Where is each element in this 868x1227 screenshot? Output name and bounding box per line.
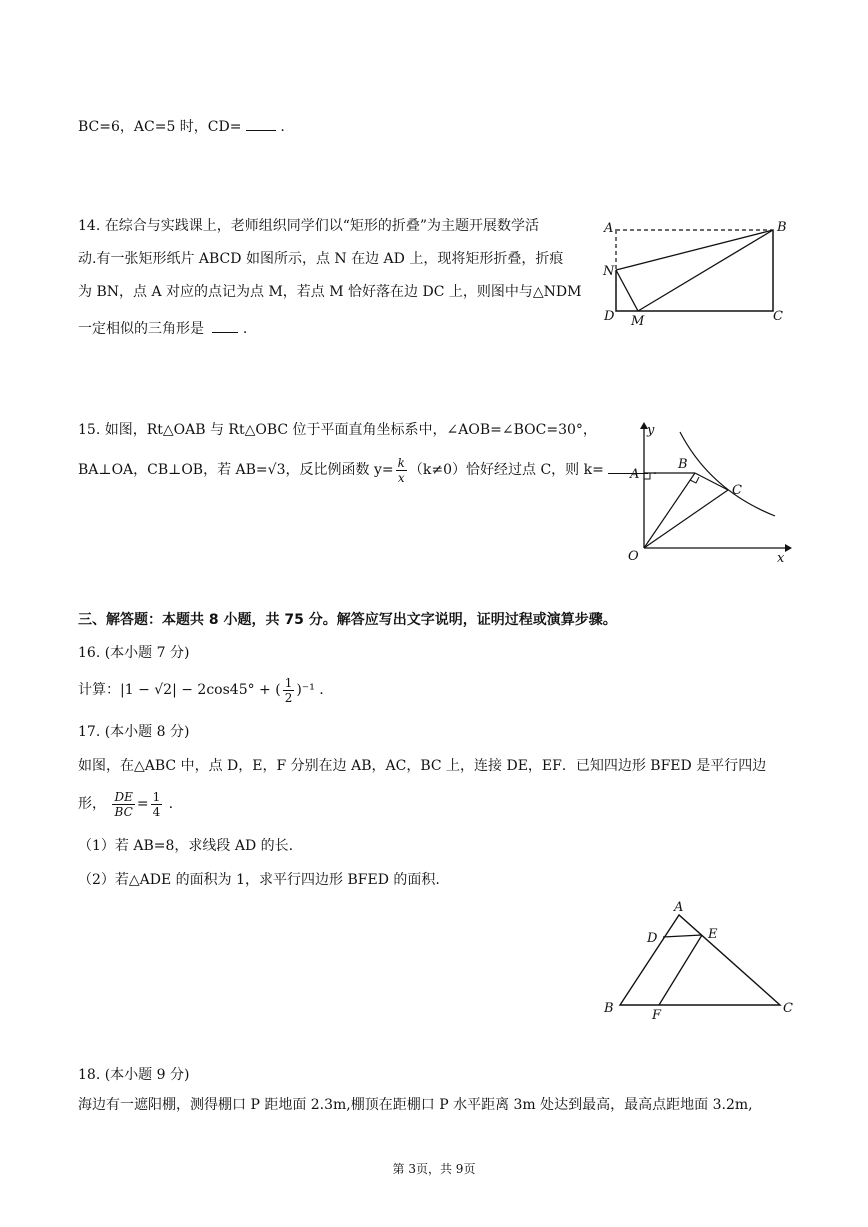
- label-C: C: [773, 309, 783, 324]
- q17-line1: 如图，在△ABC 中，点 D，E，F 分别在边 AB，AC，BC 上，连接 DE，EF．已知四边形 BFED 是平行四边: [78, 758, 767, 774]
- q15-line2: BA⊥OA，CB⊥OB，若 AB=√3，反比例函数 y= $\frac{k}{x}$ （k≠0）恰好经过点 C，则 k= .: [78, 455, 658, 485]
- q17-title: 17. (本小题 8 分): [78, 724, 190, 740]
- frac-num: k: [397, 455, 405, 470]
- segment-OB: [644, 473, 695, 548]
- label-D: D: [647, 931, 658, 946]
- q17-fraction-DE-BC: [112, 790, 134, 819]
- q17-triangle-figure: [595, 895, 805, 1025]
- label-A: A: [604, 221, 614, 236]
- label-y: y: [647, 423, 655, 438]
- q17-line2: 形， $\frac{DE}{BC}$ = $\frac{1}{4}$ .: [78, 789, 174, 819]
- crease-BN: [616, 230, 773, 270]
- right-angle-mark-A: [644, 473, 650, 479]
- q17-fraction-one-quarter: [151, 790, 163, 819]
- q14-line1: 14. 在综合与实践课上，老师组织同学们以“矩形的折叠”为主题开展数学活: [78, 218, 540, 234]
- segment-EF: [659, 935, 702, 1005]
- q18-line1: 海边有一遮阳棚，测得棚口 P 距地面 2.3m,棚顶在距棚口 P 水平距离 3m 处达到最高，最高点距地面 3.2m,: [78, 1097, 753, 1113]
- q14-rectangle-figure: [600, 215, 800, 330]
- q13-tail: BC=6，AC=5 时，CD= .: [78, 116, 285, 137]
- q15-line2c: （k≠0）恰好经过点 C，则 k=: [408, 462, 604, 478]
- rect-outline-dashed-top: [616, 230, 773, 311]
- label-M: M: [631, 314, 645, 329]
- answer-blank[interactable]: [212, 318, 238, 333]
- q15-line2b: ，反比例函数 y=: [285, 462, 394, 478]
- frac-den: 2: [284, 690, 293, 705]
- page-footer: 第 3页，共 9页: [392, 1162, 476, 1176]
- q18-title: 18. (本小题 9 分): [78, 1067, 190, 1083]
- label-B: B: [604, 1001, 614, 1016]
- q17-line2-text: 形，: [78, 796, 106, 812]
- q15-fraction-k-over-x: [396, 456, 407, 485]
- q16-title: 16. (本小题 7 分): [78, 645, 190, 661]
- q16-calc-text: 计算：|1 − √2| − 2cos45° + (: [78, 682, 281, 698]
- q15-coordinate-figure: [620, 420, 795, 565]
- segment-MB: [638, 230, 773, 311]
- q16-calc-end: )⁻¹ .: [296, 682, 324, 698]
- label-F: F: [652, 1008, 662, 1023]
- q16-fraction-half: [283, 676, 295, 705]
- q14-line4-text: 一定相似的三角形是: [78, 321, 204, 337]
- frac-den: 4: [152, 804, 161, 819]
- segment-DE: [663, 935, 702, 937]
- label-O: O: [628, 549, 639, 564]
- q16-calc: [78, 675, 324, 705]
- frac-num: 1: [152, 789, 161, 804]
- q17-part2: （2）若△ADE 的面积为 1，求平行四边形 BFED 的面积.: [78, 872, 440, 888]
- frac-den: x: [397, 470, 405, 485]
- frac-den: BC: [114, 804, 133, 819]
- q14-line3: 为 BN，点 A 对应的点记为点 M，若点 M 恰好落在边 DC 上，则图中与△NDM: [78, 284, 582, 300]
- label-B: B: [777, 220, 787, 235]
- label-A: A: [630, 467, 640, 482]
- q14-line4: 一定相似的三角形是 .: [78, 318, 247, 339]
- segment-NM: [616, 270, 638, 311]
- label-B: B: [678, 457, 688, 472]
- q15-line2a: BA⊥OA，CB⊥OB，若 AB=: [78, 462, 268, 478]
- q13-text: BC=6，AC=5 时，CD=: [78, 119, 242, 135]
- frac-num: 1: [284, 675, 293, 690]
- q14-line2: 动.有一张矩形纸片 ABCD 如图所示，点 N 在边 AD 上，现将矩形折叠，折痕: [78, 251, 564, 267]
- q15-line1: 15. 如图，Rt△OAB 与 Rt△OBC 位于平面直角坐标系中，∠AOB=∠BOC=30°，: [78, 422, 597, 438]
- triangle-ABC: [620, 915, 780, 1005]
- label-N: N: [603, 264, 615, 279]
- x-axis-arrow: [785, 544, 792, 552]
- q17-part1: （1）若 AB=8，求线段 AD 的长.: [78, 838, 294, 854]
- label-x: x: [777, 551, 785, 566]
- answer-blank[interactable]: [246, 116, 276, 131]
- label-A: A: [674, 900, 684, 915]
- frac-num: DE: [114, 789, 133, 804]
- section3-heading: 三、解答题：本题共 8 小题，共 75 分。解答应写出文字说明，证明过程或演算步骤。: [78, 612, 617, 628]
- label-C: C: [783, 1001, 793, 1016]
- label-D: D: [604, 309, 615, 324]
- segment-OC: [644, 490, 728, 548]
- q17-eq: =: [136, 796, 149, 812]
- q15-sqrt3: √3: [267, 462, 286, 478]
- label-C: C: [732, 483, 742, 498]
- label-E: E: [708, 927, 718, 942]
